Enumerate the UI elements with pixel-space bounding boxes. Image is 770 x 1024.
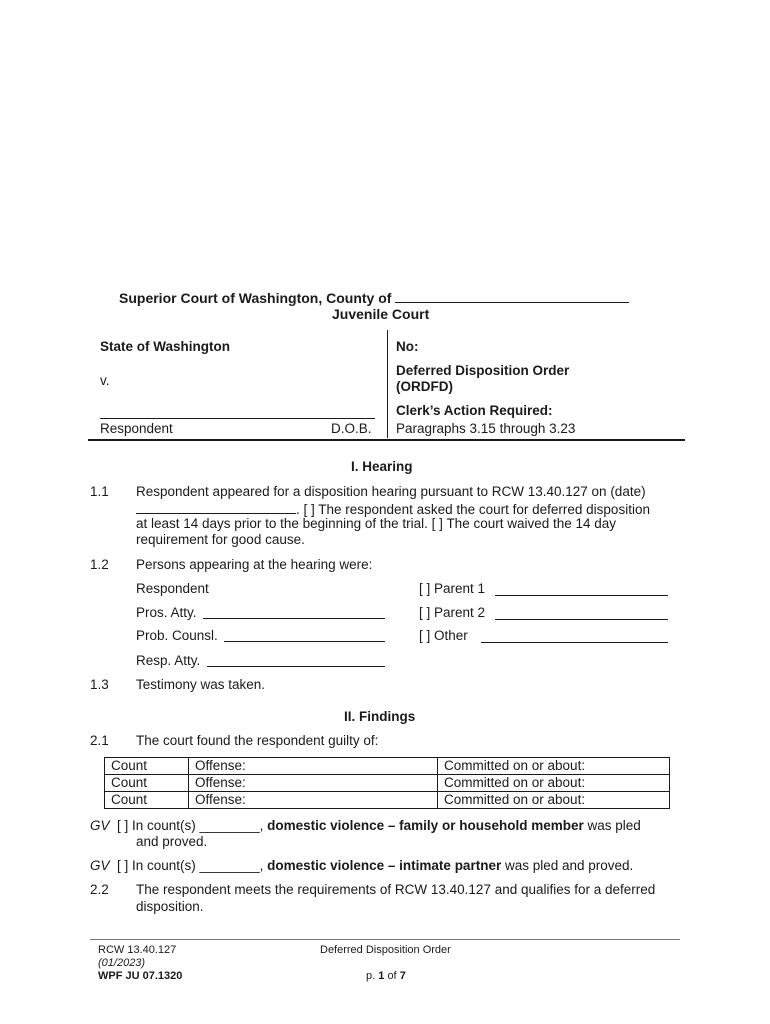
footer-title: Deferred Disposition Order: [320, 944, 451, 956]
gv-intimate-line[interactable]: [ ] In count(s) ________, domestic violence – intimate partner was pled and proved.: [117, 858, 634, 873]
caption-divider: [387, 330, 388, 438]
table-row: [105, 792, 670, 809]
committed-cell[interactable]: Committed on or about:: [438, 758, 670, 775]
person-respondent: Respondent: [136, 581, 209, 596]
person-resp-atty: Resp. Atty.: [136, 653, 201, 668]
table-row: [105, 775, 670, 792]
other-blank[interactable]: [481, 642, 668, 643]
doc-title-line2: (ORDFD): [396, 379, 453, 394]
para-1-1-line1: Respondent appeared for a disposition hearing pursuant to RCW 13.40.127 on (date): [136, 484, 646, 499]
state-label: State of Washington: [100, 339, 230, 354]
respondent-name-line[interactable]: [100, 418, 375, 419]
para-1-1-line2: . [ ] The respondent asked the court for deferred disposition: [136, 500, 650, 517]
prob-counsl-blank[interactable]: [224, 641, 385, 642]
para-2-1-number: 2.1: [90, 733, 109, 748]
footer-rcw: RCW 13.40.127: [98, 944, 177, 956]
hearing-date-blank[interactable]: [136, 500, 296, 514]
clerk-paragraphs: Paragraphs 3.15 through 3.23: [396, 421, 576, 436]
court-heading: Superior Court of Washington, County of: [119, 289, 629, 306]
offense-cell[interactable]: Offense:: [189, 792, 438, 809]
count-cell[interactable]: Count: [105, 792, 189, 809]
offense-cell[interactable]: Offense:: [189, 775, 438, 792]
offense-cell[interactable]: Offense:: [189, 758, 438, 775]
section-hearing-title: I. Hearing: [351, 459, 413, 474]
committed-cell[interactable]: Committed on or about:: [438, 792, 670, 809]
para-1-2-number: 1.2: [90, 557, 109, 572]
pros-atty-blank[interactable]: [203, 618, 385, 619]
dob-label: D.O.B.: [331, 421, 372, 436]
para-2-1-text: The court found the respondent guilty of:: [136, 733, 379, 748]
para-2-2-line2: disposition.: [136, 899, 204, 914]
para-2-2-line1: The respondent meets the requirements of RCW 13.40.127 and qualifies for a deferred: [136, 882, 656, 897]
section-findings-title: II. Findings: [344, 709, 416, 724]
footer-rule: [90, 939, 680, 940]
counts-table: [104, 757, 670, 809]
parent-1-blank[interactable]: [495, 595, 668, 596]
table-row: [105, 758, 670, 775]
para-1-3-number: 1.3: [90, 677, 109, 692]
county-blank[interactable]: [395, 289, 629, 303]
count-cell[interactable]: Count: [105, 775, 189, 792]
footer-date: (01/2023): [98, 957, 146, 969]
para-1-1-line3: at least 14 days prior to the beginning of the trial. [ ] The court waived the 14 day: [136, 516, 617, 531]
person-pros-atty: Pros. Atty.: [136, 605, 197, 620]
gv-family-line2: and proved.: [136, 834, 208, 849]
parent-2-blank[interactable]: [495, 619, 668, 620]
para-1-3-text: Testimony was taken.: [136, 677, 266, 692]
clerk-action-label: Clerk’s Action Required:: [396, 403, 553, 418]
respondent-label: Respondent: [100, 421, 173, 436]
person-parent-1[interactable]: [ ] Parent 1: [419, 581, 486, 596]
gv-prefix-1: GV: [90, 818, 110, 833]
para-2-2-number: 2.2: [90, 882, 109, 897]
court-subheading: Juvenile Court: [332, 306, 430, 322]
person-other[interactable]: [ ] Other: [419, 628, 468, 643]
doc-title-line1: Deferred Disposition Order: [396, 363, 570, 378]
gv-family-line1[interactable]: [ ] In count(s) ________, domestic violence – family or household member was pled: [117, 818, 641, 833]
person-parent-2[interactable]: [ ] Parent 2: [419, 605, 486, 620]
para-1-2-text: Persons appearing at the hearing were:: [136, 557, 373, 572]
count-cell[interactable]: Count: [105, 758, 189, 775]
para-1-1-number: 1.1: [90, 484, 109, 499]
case-number-label: No:: [396, 339, 419, 354]
footer-page: p. 1 of 7: [366, 970, 406, 982]
committed-cell[interactable]: Committed on or about:: [438, 775, 670, 792]
versus-label: v.: [100, 373, 110, 388]
para-1-1-line4: requirement for good cause.: [136, 532, 305, 547]
resp-atty-blank[interactable]: [207, 666, 385, 667]
person-prob-counsl: Prob. Counsl.: [136, 628, 218, 643]
gv-prefix-2: GV: [90, 858, 110, 873]
caption-bottom-rule: [88, 439, 685, 441]
footer-form-number: WPF JU 07.1320: [98, 970, 183, 982]
